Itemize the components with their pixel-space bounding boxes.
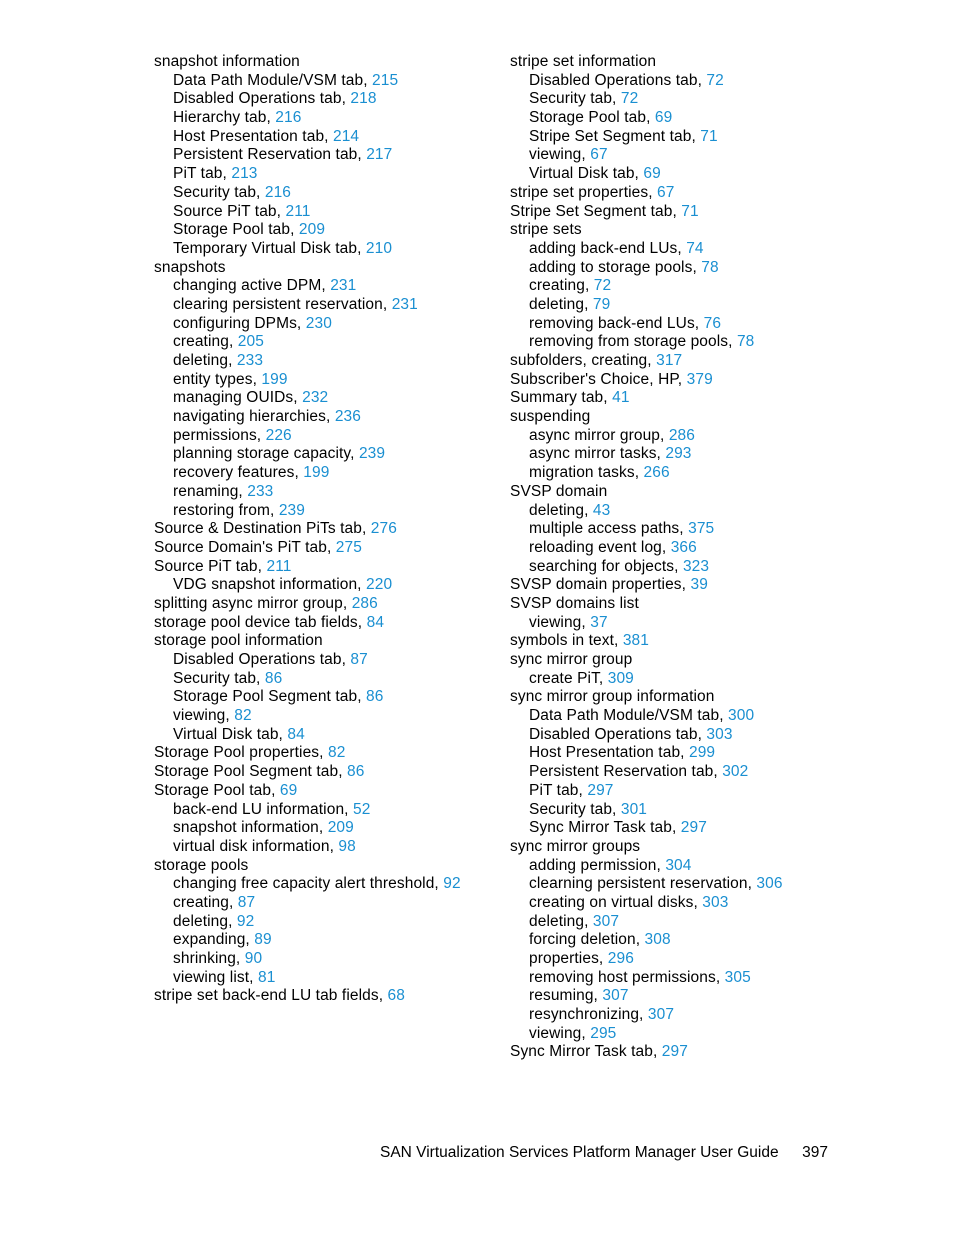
page-link[interactable]: 276 bbox=[370, 520, 397, 538]
page-link[interactable]: 286 bbox=[668, 426, 695, 444]
page-link[interactable]: 307 bbox=[592, 912, 620, 930]
page-link[interactable]: 76 bbox=[703, 314, 722, 332]
entry-term: SVSP domain bbox=[510, 482, 608, 500]
entry-term: Storage Pool properties, bbox=[154, 744, 328, 762]
index-subentry bbox=[510, 558, 930, 577]
entry-term: splitting async mirror group, bbox=[154, 594, 352, 612]
page-link[interactable]: 307 bbox=[647, 1006, 675, 1024]
entry-term: create PiT, bbox=[529, 669, 608, 687]
index-subentry bbox=[510, 315, 930, 334]
entry-term: expanding, bbox=[173, 931, 255, 949]
page-link[interactable]: 210 bbox=[365, 239, 393, 257]
entry-term: recovery features, bbox=[173, 464, 304, 482]
entry-term: snapshots bbox=[154, 258, 226, 276]
page-link[interactable]: 231 bbox=[391, 295, 418, 313]
index-subentry bbox=[510, 857, 930, 876]
page-link[interactable]: 216 bbox=[275, 109, 302, 127]
page-link[interactable]: 230 bbox=[305, 314, 332, 332]
entry-term: changing active DPM, bbox=[173, 277, 331, 295]
entry-term: deleting, bbox=[529, 501, 593, 519]
index-subentry bbox=[510, 165, 930, 184]
page-link[interactable]: 79 bbox=[592, 295, 611, 313]
page-link[interactable]: 297 bbox=[661, 1043, 688, 1061]
page-link[interactable]: 303 bbox=[706, 725, 733, 743]
page-link[interactable]: 366 bbox=[670, 538, 697, 556]
entry-term: forcing deletion, bbox=[529, 931, 645, 949]
entry-term: removing back-end LUs, bbox=[529, 314, 704, 332]
page-link[interactable]: 297 bbox=[680, 819, 707, 837]
page-link[interactable]: 69 bbox=[279, 781, 298, 799]
entry-term: snapshot information, bbox=[173, 819, 328, 837]
index-entry bbox=[510, 184, 930, 203]
entry-term: SVSP domain properties, bbox=[510, 576, 691, 594]
page-link[interactable]: 239 bbox=[278, 501, 305, 519]
page-link[interactable]: 317 bbox=[656, 352, 683, 369]
index-entry bbox=[510, 371, 930, 390]
entry-term: navigating hierarchies, bbox=[173, 408, 335, 426]
index-subentry bbox=[510, 109, 930, 128]
entry-term: Temporary Virtual Disk tab, bbox=[173, 239, 366, 257]
index-subentry bbox=[510, 987, 930, 1006]
entry-term: virtual disk information, bbox=[173, 837, 339, 855]
page-link[interactable]: 236 bbox=[334, 408, 361, 426]
entry-term: storage pool device tab fields, bbox=[154, 613, 367, 631]
index-subentry bbox=[510, 819, 930, 838]
index-subentry bbox=[510, 427, 930, 446]
index-subentry bbox=[510, 502, 930, 521]
entry-term: properties, bbox=[529, 950, 608, 967]
index-subentry bbox=[510, 1006, 930, 1025]
page-link[interactable]: 307 bbox=[602, 987, 629, 1005]
entry-term: Summary tab, bbox=[510, 389, 613, 407]
index-subentry bbox=[510, 1025, 930, 1044]
page-link[interactable]: 215 bbox=[372, 71, 399, 89]
index-subentry bbox=[510, 539, 930, 558]
page-link[interactable]: 218 bbox=[350, 90, 377, 108]
entry-term: subfolders, creating, bbox=[510, 352, 657, 369]
entry-term: reloading event log, bbox=[529, 538, 671, 556]
entry-term: multiple access paths, bbox=[529, 520, 689, 538]
entry-term: async mirror tasks, bbox=[529, 445, 666, 463]
page-link[interactable]: 302 bbox=[722, 763, 749, 781]
entry-term: VDG snapshot information, bbox=[173, 576, 366, 594]
page-link[interactable]: 98 bbox=[338, 837, 356, 855]
index-entry bbox=[510, 389, 930, 408]
page-link[interactable]: 84 bbox=[366, 613, 385, 631]
entry-term: creating, bbox=[529, 277, 594, 295]
index-subentry bbox=[510, 707, 930, 726]
entry-term: deleting, bbox=[529, 912, 593, 930]
entry-term: creating, bbox=[173, 333, 238, 351]
page-link[interactable]: 296 bbox=[607, 950, 634, 967]
index-subentry bbox=[510, 763, 930, 782]
index-subentry bbox=[510, 146, 930, 165]
entry-term: Storage Pool tab, bbox=[173, 221, 299, 239]
page-link[interactable]: 72 bbox=[620, 90, 639, 108]
entry-term: resynchronizing, bbox=[529, 1006, 648, 1024]
index-entry bbox=[510, 221, 930, 240]
entry-term: Security tab, bbox=[173, 669, 265, 687]
page-link[interactable]: 39 bbox=[690, 576, 708, 594]
index-entry bbox=[510, 483, 930, 502]
entry-term: storage pool information bbox=[154, 632, 323, 650]
page-link[interactable]: 286 bbox=[351, 594, 378, 612]
page-link[interactable]: 217 bbox=[366, 146, 393, 164]
entry-term: managing OUIDs, bbox=[173, 389, 303, 407]
entry-term: entity types, bbox=[173, 370, 262, 388]
entry-term: removing host permissions, bbox=[529, 968, 725, 986]
entry-term: permissions, bbox=[173, 426, 266, 444]
index-entry bbox=[510, 576, 930, 595]
page-link[interactable]: 209 bbox=[327, 819, 354, 837]
entry-term: shrinking, bbox=[173, 950, 245, 967]
page-link[interactable]: 86 bbox=[366, 688, 384, 706]
entry-term: viewing, bbox=[529, 613, 591, 631]
index-subentry bbox=[510, 128, 930, 147]
entry-term: Security tab, bbox=[529, 90, 621, 108]
index-entry bbox=[510, 1043, 930, 1062]
page-link[interactable]: 211 bbox=[266, 557, 292, 575]
entry-term: removing from storage pools, bbox=[529, 333, 737, 351]
entry-term: Disabled Operations tab, bbox=[173, 90, 351, 108]
entry-term: adding back-end LUs, bbox=[529, 239, 687, 257]
entry-term: stripe set back-end LU tab fields, bbox=[154, 987, 388, 1005]
entry-term: configuring DPMs, bbox=[173, 314, 306, 332]
index-subentry bbox=[510, 259, 930, 278]
page-link[interactable]: 68 bbox=[387, 987, 405, 1005]
entry-term: stripe set information bbox=[510, 53, 657, 70]
page-link[interactable]: 205 bbox=[237, 333, 264, 351]
footer-page-number: 397 bbox=[802, 1144, 828, 1161]
index-subentry bbox=[510, 875, 930, 894]
entry-term: Disabled Operations tab, bbox=[529, 71, 707, 89]
entry-term: Virtual Disk tab, bbox=[529, 165, 644, 183]
entry-term: Storage Pool Segment tab, bbox=[173, 688, 367, 706]
entry-term: Source PiT tab, bbox=[154, 557, 267, 575]
index-subentry bbox=[510, 614, 930, 633]
page-link[interactable]: 52 bbox=[352, 800, 371, 818]
page-link[interactable]: 375 bbox=[688, 520, 715, 538]
entry-term: clearning persistent reservation, bbox=[529, 875, 757, 893]
index-entry bbox=[510, 688, 930, 707]
page-link[interactable]: 275 bbox=[335, 538, 362, 556]
page-link[interactable]: 72 bbox=[593, 277, 612, 295]
page-link[interactable]: 74 bbox=[686, 239, 704, 257]
entry-term: viewing, bbox=[529, 1024, 591, 1042]
page-link[interactable]: 209 bbox=[298, 221, 326, 239]
entry-term: storage pools bbox=[154, 856, 249, 874]
index-subentry bbox=[510, 969, 930, 988]
entry-term: searching for objects, bbox=[529, 557, 683, 575]
entry-term: Host Presentation tab, bbox=[529, 744, 689, 762]
index-subentry bbox=[510, 90, 930, 109]
entry-term: Source PiT tab, bbox=[173, 202, 286, 220]
page-link[interactable]: 214 bbox=[332, 127, 360, 145]
index-entry bbox=[510, 53, 930, 72]
page-link[interactable]: 233 bbox=[236, 352, 264, 369]
index-subentry bbox=[510, 913, 930, 932]
entry-term: stripe sets bbox=[510, 221, 582, 239]
entry-term: Sync Mirror Task tab, bbox=[529, 819, 681, 837]
entry-term: adding permission, bbox=[529, 856, 666, 874]
page-link[interactable]: 92 bbox=[443, 875, 461, 893]
entry-term: sync mirror groups bbox=[510, 837, 641, 855]
page-link[interactable]: 71 bbox=[681, 202, 699, 220]
page-link[interactable]: 309 bbox=[607, 669, 634, 687]
index-subentry bbox=[510, 950, 930, 969]
page-link[interactable]: 89 bbox=[254, 931, 272, 949]
page-link[interactable]: 233 bbox=[247, 482, 274, 500]
page-link[interactable]: 308 bbox=[644, 931, 671, 949]
page-link[interactable]: 87 bbox=[237, 893, 256, 911]
index-subentry bbox=[510, 464, 930, 483]
page-link[interactable]: 295 bbox=[590, 1024, 617, 1042]
entry-term: migration tasks, bbox=[529, 464, 644, 482]
entry-term: Security tab, bbox=[173, 183, 265, 201]
entry-term: Persistent Reservation tab, bbox=[529, 763, 723, 781]
page-link[interactable]: 381 bbox=[622, 632, 649, 650]
index-entry bbox=[510, 408, 930, 427]
page-link[interactable]: 67 bbox=[590, 146, 608, 164]
entry-term: Sync Mirror Task tab, bbox=[510, 1043, 662, 1061]
page-link[interactable]: 303 bbox=[702, 893, 729, 911]
entry-term: Security tab, bbox=[529, 800, 621, 818]
index-subentry bbox=[510, 801, 930, 820]
entry-term: async mirror group, bbox=[529, 426, 669, 444]
entry-term: sync mirror group bbox=[510, 651, 633, 668]
page-link[interactable]: 304 bbox=[665, 856, 692, 874]
index-subentry bbox=[510, 240, 930, 259]
page-link[interactable]: 231 bbox=[330, 277, 357, 295]
page-link[interactable]: 305 bbox=[724, 968, 751, 986]
entry-term: suspending bbox=[510, 408, 591, 426]
page-link[interactable]: 84 bbox=[287, 725, 305, 743]
index-subentry bbox=[510, 296, 930, 315]
entry-term: restoring from, bbox=[173, 501, 279, 519]
entry-term: deleting, bbox=[173, 352, 237, 369]
index-subentry bbox=[510, 670, 930, 689]
index-entry bbox=[510, 595, 930, 614]
index-column-right bbox=[510, 53, 930, 1062]
page-link[interactable]: 220 bbox=[366, 576, 393, 594]
page-link[interactable]: 43 bbox=[592, 501, 611, 519]
page-link[interactable]: 300 bbox=[728, 707, 755, 725]
entry-term: Disabled Operations tab, bbox=[173, 651, 351, 668]
entry-term: clearing persistent reservation, bbox=[173, 295, 392, 313]
page-link[interactable]: 82 bbox=[234, 707, 252, 725]
index-entry bbox=[510, 632, 930, 651]
entry-term: Source Domain's PiT tab, bbox=[154, 538, 336, 556]
index-subentry bbox=[510, 333, 930, 352]
page-link[interactable]: 232 bbox=[302, 389, 329, 407]
entry-term: resuming, bbox=[529, 987, 603, 1005]
page-link[interactable]: 211 bbox=[285, 202, 311, 220]
page-link[interactable]: 92 bbox=[236, 912, 255, 930]
entry-term: SVSP domains list bbox=[510, 594, 639, 612]
index-subentry bbox=[510, 782, 930, 801]
page-link[interactable]: 86 bbox=[347, 763, 365, 781]
page-link[interactable]: 72 bbox=[706, 71, 724, 89]
page-link[interactable]: 86 bbox=[264, 669, 283, 687]
entry-term: Storage Pool tab, bbox=[529, 109, 655, 127]
page-link[interactable]: 266 bbox=[643, 464, 670, 482]
page-link[interactable]: 297 bbox=[587, 781, 614, 799]
entry-term: sync mirror group information bbox=[510, 688, 715, 706]
entry-term: Hierarchy tab, bbox=[173, 109, 276, 127]
page-link[interactable]: 293 bbox=[665, 445, 692, 463]
entry-term: changing free capacity alert threshold, bbox=[173, 875, 444, 893]
entry-term: Persistent Reservation tab, bbox=[173, 146, 367, 164]
entry-term: viewing, bbox=[173, 707, 235, 725]
page-link[interactable]: 67 bbox=[657, 183, 675, 201]
index-entry bbox=[510, 203, 930, 222]
entry-term: Storage Pool Segment tab, bbox=[154, 763, 348, 781]
page-link[interactable]: 226 bbox=[265, 426, 292, 444]
entry-term: Disabled Operations tab, bbox=[529, 725, 707, 743]
page-link[interactable]: 78 bbox=[701, 258, 719, 276]
page-link[interactable]: 306 bbox=[756, 875, 783, 893]
page-link[interactable]: 90 bbox=[244, 950, 263, 967]
page-link[interactable]: 216 bbox=[264, 183, 292, 201]
page-link[interactable]: 41 bbox=[612, 389, 630, 407]
page-link[interactable]: 199 bbox=[261, 370, 288, 388]
entry-term: Source & Destination PiTs tab, bbox=[154, 520, 371, 538]
entry-term: deleting, bbox=[173, 912, 237, 930]
page-link[interactable]: 323 bbox=[682, 557, 710, 575]
page-link[interactable]: 81 bbox=[257, 968, 276, 986]
page-link[interactable]: 82 bbox=[327, 744, 346, 762]
page-link[interactable]: 213 bbox=[231, 165, 258, 183]
entry-term: creating on virtual disks, bbox=[529, 893, 703, 911]
page-link[interactable]: 239 bbox=[358, 445, 386, 463]
entry-term: Virtual Disk tab, bbox=[173, 725, 288, 743]
page-link[interactable]: 69 bbox=[643, 165, 661, 183]
index-subentry bbox=[510, 72, 930, 91]
entry-term: back-end LU information, bbox=[173, 800, 353, 818]
entry-term: Stripe Set Segment tab, bbox=[529, 127, 701, 145]
entry-term: Storage Pool tab, bbox=[154, 781, 280, 799]
entry-term: Stripe Set Segment tab, bbox=[510, 202, 682, 220]
entry-term: Data Path Module/VSM tab, bbox=[173, 71, 373, 89]
index-subentry bbox=[510, 726, 930, 745]
page-link[interactable]: 299 bbox=[688, 744, 716, 762]
index-subentry bbox=[510, 520, 930, 539]
page-link[interactable]: 301 bbox=[620, 800, 648, 818]
index-subentry bbox=[510, 894, 930, 913]
entry-term: renaming, bbox=[173, 482, 248, 500]
page-link[interactable]: 87 bbox=[350, 651, 368, 668]
entry-term: adding to storage pools, bbox=[529, 258, 702, 276]
index-entry bbox=[510, 651, 930, 670]
index-subentry bbox=[510, 445, 930, 464]
entry-term: deleting, bbox=[529, 295, 593, 313]
index-subentry bbox=[510, 744, 930, 763]
entry-term: PiT tab, bbox=[529, 781, 588, 799]
page-link[interactable]: 37 bbox=[590, 613, 608, 631]
entry-term: Host Presentation tab, bbox=[173, 127, 333, 145]
entry-term: planning storage capacity, bbox=[173, 445, 359, 463]
entry-term: symbols in text, bbox=[510, 632, 623, 650]
page-link[interactable]: 199 bbox=[303, 464, 330, 482]
entry-term: viewing, bbox=[529, 146, 591, 164]
page-link[interactable]: 379 bbox=[686, 370, 713, 388]
entry-term: viewing list, bbox=[173, 968, 258, 986]
entry-term: PiT tab, bbox=[173, 165, 232, 183]
entry-term: stripe set properties, bbox=[510, 183, 658, 201]
page-link[interactable]: 78 bbox=[736, 333, 755, 351]
index-subentry bbox=[510, 277, 930, 296]
entry-term: Subscriber's Choice, HP, bbox=[510, 370, 687, 388]
entry-term: creating, bbox=[173, 893, 238, 911]
index-subentry bbox=[510, 931, 930, 950]
page-link[interactable]: 69 bbox=[654, 109, 673, 127]
footer-title: SAN Virtualization Services Platform Manager User Guide bbox=[380, 1144, 779, 1161]
index-entry bbox=[510, 352, 930, 371]
page-link[interactable]: 71 bbox=[700, 127, 718, 145]
index-entry bbox=[510, 838, 930, 857]
entry-term: snapshot information bbox=[154, 53, 300, 70]
entry-term: Data Path Module/VSM tab, bbox=[529, 707, 729, 725]
